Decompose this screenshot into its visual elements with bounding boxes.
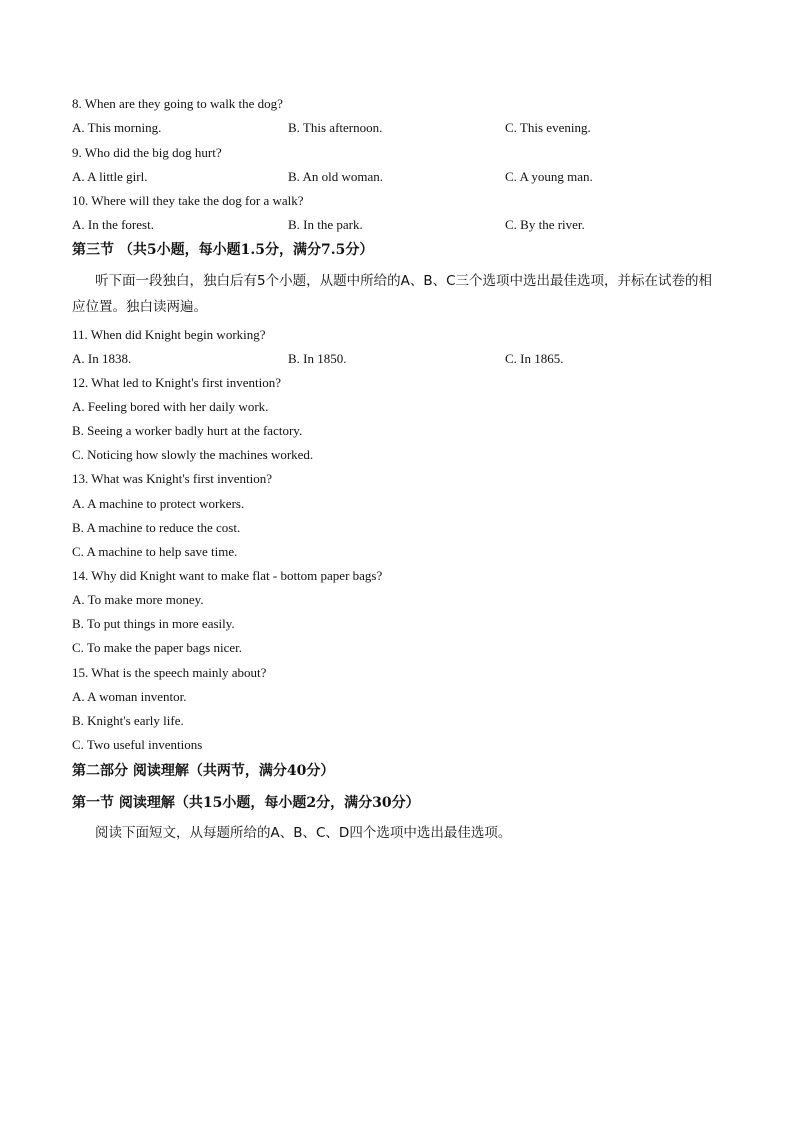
question-10: 10. Where will they take the dog for a walk? bbox=[72, 193, 304, 208]
question-8-option-c: C. This evening. bbox=[505, 120, 591, 135]
question-11-option-b: B. In 1850. bbox=[288, 351, 347, 366]
question-13-option-c: C. A machine to help save time. bbox=[72, 544, 238, 559]
part-2-section-1-heading: 第一节 阅读理解（共15小题，每小题2分，满分30分） bbox=[72, 795, 420, 811]
question-12-option-b: B. Seeing a worker badly hurt at the factory. bbox=[72, 423, 303, 438]
question-12-option-c: C. Noticing how slowly the machines worked. bbox=[72, 447, 314, 462]
question-15-option-a: A. A woman inventor. bbox=[72, 689, 187, 704]
question-8-option-a: A. This morning. bbox=[72, 120, 162, 135]
question-9-option-b: B. An old woman. bbox=[288, 169, 383, 184]
question-13: 13. What was Knight's first invention? bbox=[72, 471, 272, 486]
question-12-option-a: A. Feeling bored with her daily work. bbox=[72, 399, 269, 414]
question-9: 9. Who did the big dog hurt? bbox=[72, 145, 222, 160]
question-11-option-c: C. In 1865. bbox=[505, 351, 564, 366]
question-11-option-a: A. In 1838. bbox=[72, 351, 132, 366]
section-3-heading: 第三节 （共5小题，每小题1.5分，满分7.5分） bbox=[72, 242, 374, 258]
question-14-option-b: B. To put things in more easily. bbox=[72, 616, 235, 631]
question-15-option-c: C. Two useful inventions bbox=[72, 737, 203, 752]
question-10-option-b: B. In the park. bbox=[288, 217, 363, 232]
question-11: 11. When did Knight begin working? bbox=[72, 327, 266, 342]
question-15: 15. What is the speech mainly about? bbox=[72, 665, 267, 680]
question-10-option-a: A. In the forest. bbox=[72, 217, 154, 232]
section-3-instruction: 听下面一段独白，独白后有5个小题，从题中所给的A、B、C三个选项中选出最佳选项，并标在试卷的相应位置。独白读两遍。 bbox=[72, 273, 713, 315]
part-2-instruction: 阅读下面短文，从每题所给的A、B、C、D四个选项中选出最佳选项。 bbox=[95, 825, 512, 841]
question-14: 14. Why did Knight want to make flat - bottom paper bags? bbox=[72, 568, 383, 583]
question-12: 12. What led to Knight's first invention? bbox=[72, 375, 281, 390]
question-13-option-a: A. A machine to protect workers. bbox=[72, 496, 245, 511]
question-10-option-c: C. By the river. bbox=[505, 217, 585, 232]
question-14-option-c: C. To make the paper bags nicer. bbox=[72, 640, 242, 655]
question-8-option-b: B. This afternoon. bbox=[288, 120, 383, 135]
part-2-heading: 第二部分 阅读理解（共两节，满分40分） bbox=[72, 763, 335, 779]
question-13-option-b: B. A machine to reduce the cost. bbox=[72, 520, 241, 535]
question-15-option-b: B. Knight's early life. bbox=[72, 713, 184, 728]
question-9-option-c: C. A young man. bbox=[505, 169, 593, 184]
question-14-option-a: A. To make more money. bbox=[72, 592, 204, 607]
question-8: 8. When are they going to walk the dog? bbox=[72, 96, 283, 111]
question-9-option-a: A. A little girl. bbox=[72, 169, 148, 184]
